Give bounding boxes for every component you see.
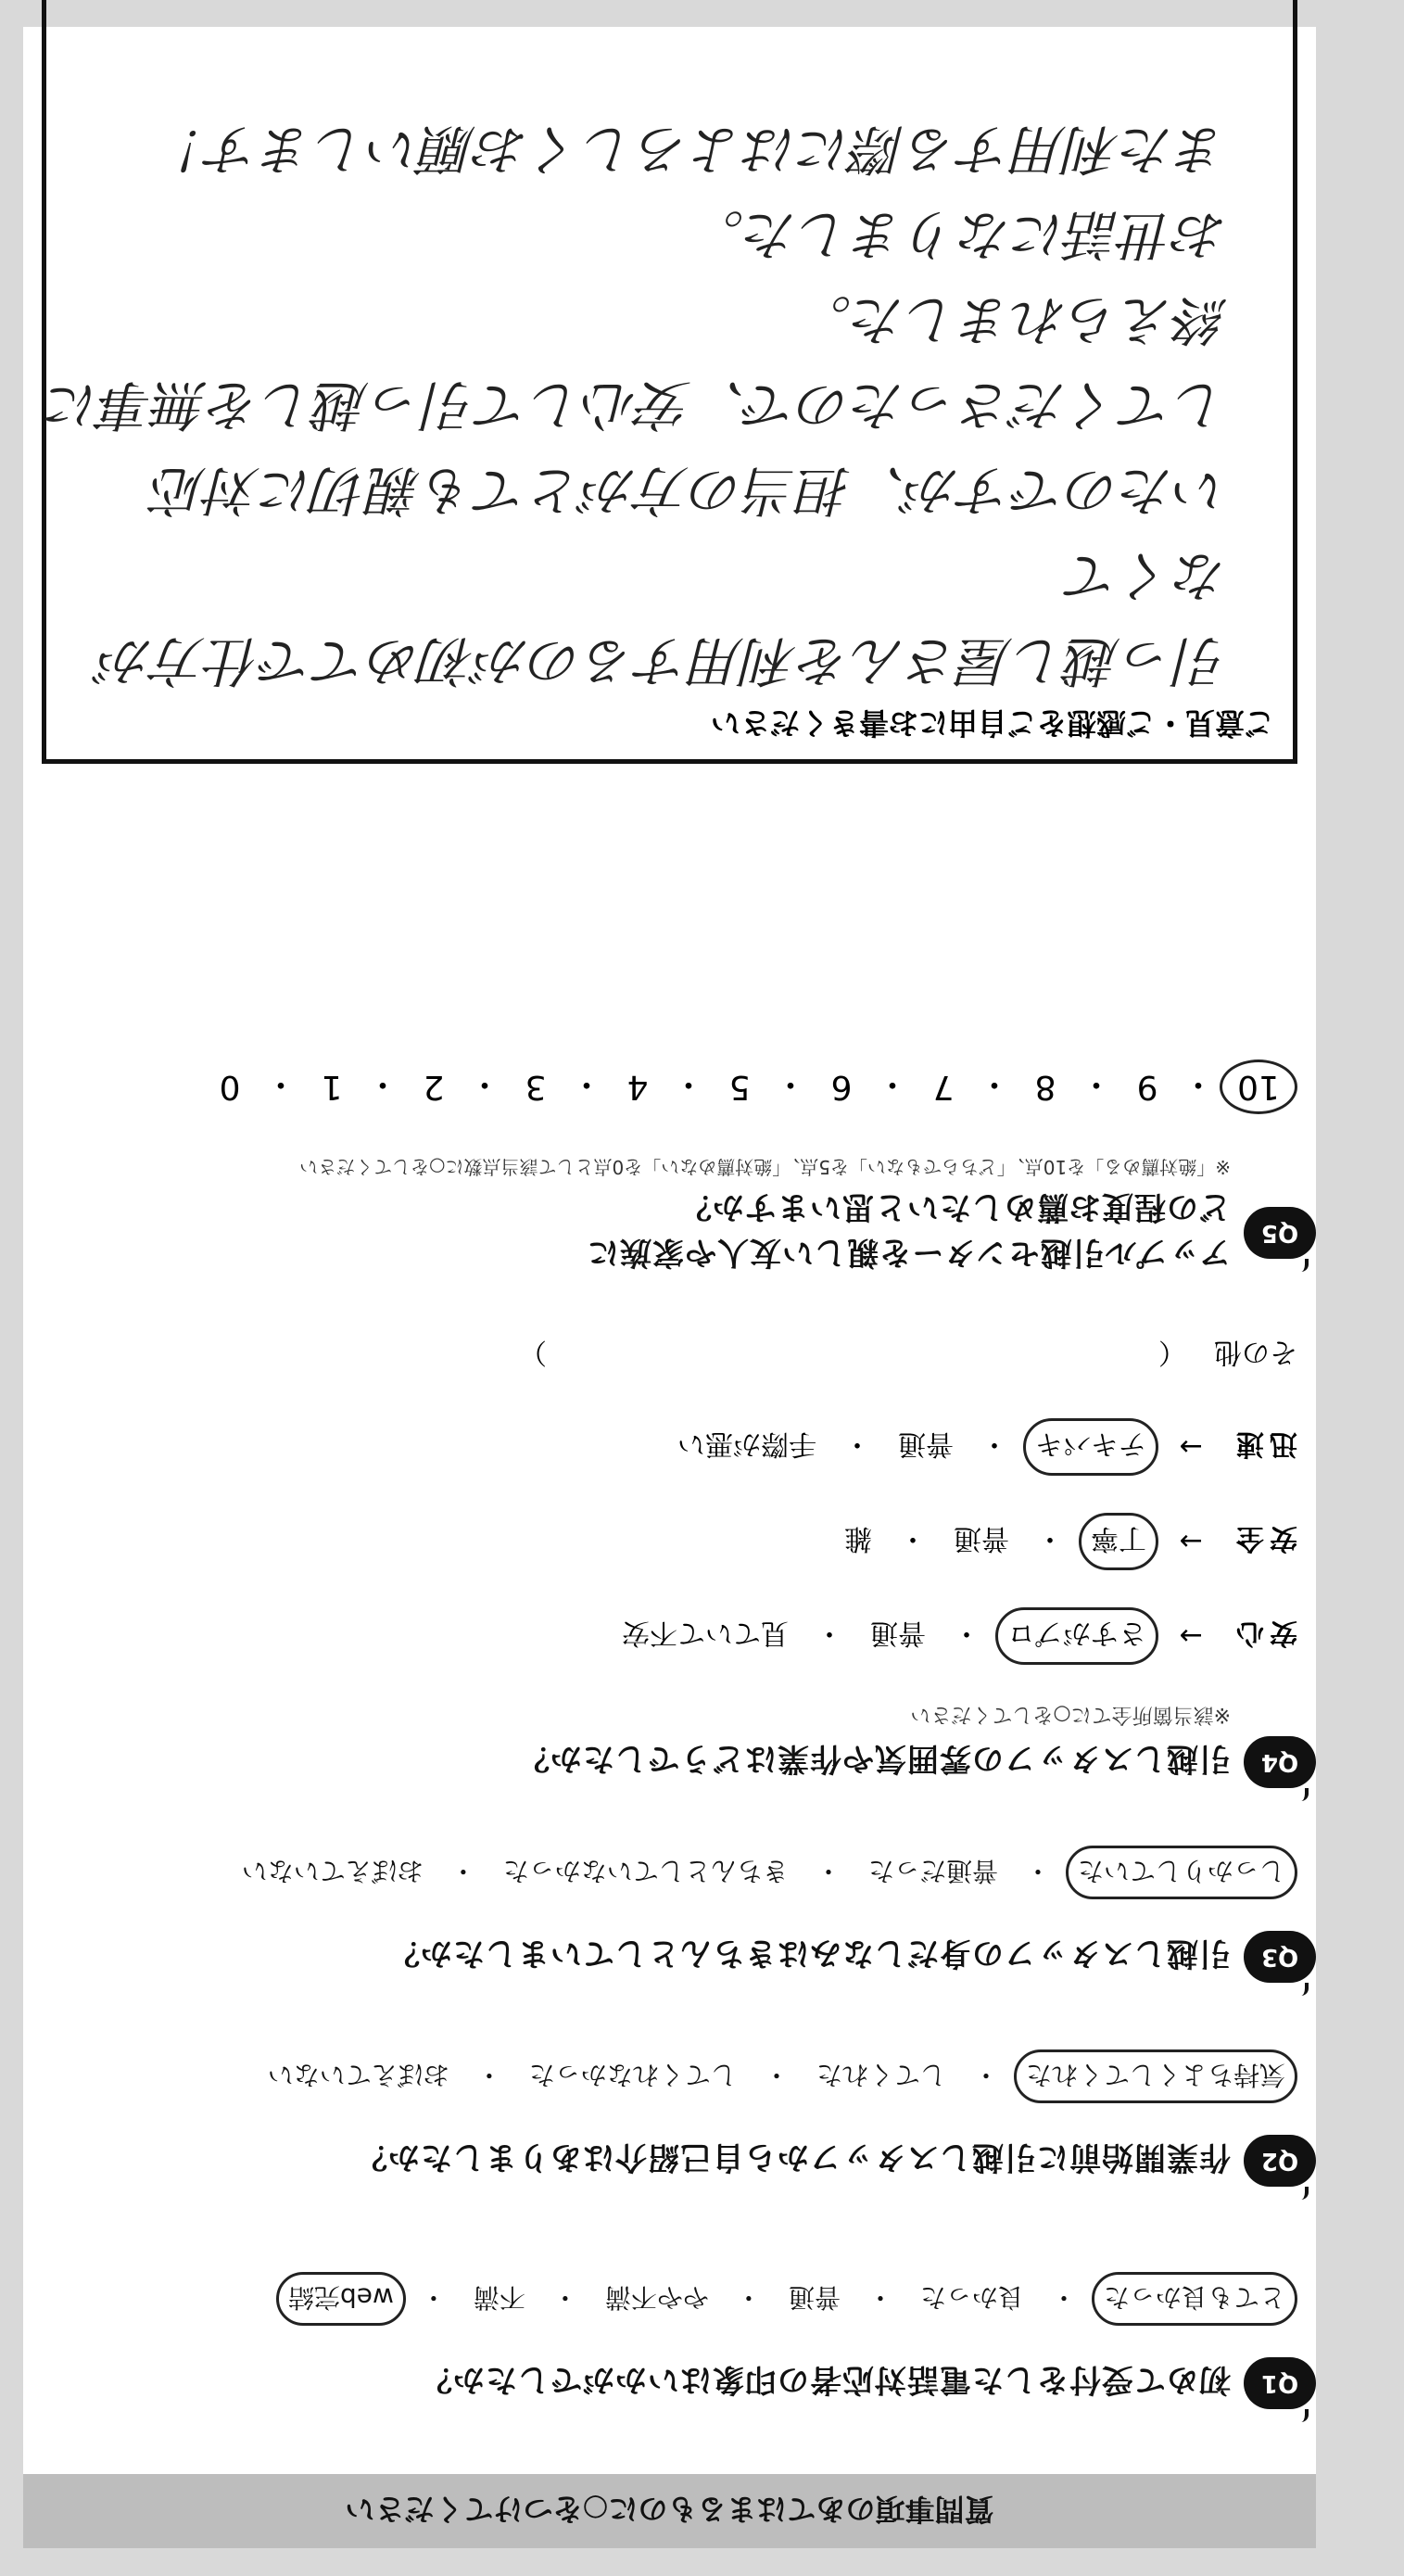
q4-badge [1244, 1736, 1316, 1788]
q4-row-safety: 安全 → 丁寧 ・ 普通 ・ 雑 [23, 1513, 1297, 1570]
q4-row-speed: 迅速 → テキパキ ・ 普通 ・ 手際が悪い [23, 1418, 1297, 1476]
q4-note: ※該当箇所全てに○をしてください [910, 1703, 1231, 1726]
q2-option-not-remember[interactable]: おぼえていない [267, 2060, 449, 2090]
q5-score-9[interactable]: 9 [1136, 1068, 1158, 1106]
q5-note: ※「絶対薦める」を10点、「どちらでもない」を5点、「絶対薦めない」を0点として該当点数に○をしてください [299, 1156, 1231, 1178]
q4-row-label: 安心 [1231, 1617, 1297, 1649]
arrow-icon: → [1179, 1525, 1203, 1558]
arrow-icon: → [1179, 1430, 1203, 1464]
q2-option-did-not[interactable]: してくれなかった [528, 2060, 737, 2090]
comment-line: お世話になりました。 [689, 203, 1228, 266]
q4-other [23, 1335, 1297, 1376]
q4-option-professional[interactable]: さすがプロ [995, 1607, 1158, 1665]
comment-line: 終えられました。 [797, 288, 1228, 351]
question-5 [23, 1060, 1316, 1278]
q4-row-label: 安全 [1231, 1522, 1297, 1554]
comment-title: ご意見・ご感想をご自由にお書きください [710, 705, 1274, 741]
paren-open: （ [1158, 1336, 1186, 1368]
q3-option-normal[interactable]: 普通だった [867, 1856, 998, 1886]
q5-score-10[interactable]: 10 [1220, 1060, 1297, 1114]
q3-text: 引越しスタッフの身だしなみはきちんとしていましたか？ [387, 1935, 1231, 1973]
q5-score-7[interactable]: 7 [932, 1068, 955, 1106]
q5-score-1[interactable]: 1 [321, 1068, 343, 1106]
q2-badge [1244, 2135, 1316, 2187]
q1-option-somewhat-dissatisfied[interactable]: やや不満 [604, 2282, 709, 2313]
q1-text: 初めて受付をした電話対応者の印象はいかがでしたか？ [420, 2361, 1231, 2399]
q1-option-web[interactable]: web完結 [276, 2272, 406, 2326]
q4-option-normal[interactable]: 普通 [870, 1617, 926, 1649]
q4-option-clumsy[interactable]: 手際が悪い [677, 1428, 816, 1460]
q4-option-normal[interactable]: 普通 [898, 1428, 954, 1460]
q3-option-neat[interactable]: しっかりしていた [1066, 1846, 1297, 1899]
comment-box[interactable] [42, 0, 1297, 764]
q2-option-did[interactable]: してくれた [816, 2060, 946, 2090]
q1-badge-label: Q1 [1260, 2369, 1299, 2397]
q1-option-good[interactable]: 良かった [919, 2282, 1024, 2313]
q5-scale: 10 ・ 9 ・ 8 ・ 7 ・ 6 ・ 5 ・ 4 ・ 3 ・ 2 ・ 1 ・ 0 [23, 1060, 1297, 1114]
q5-score-8[interactable]: 8 [1034, 1068, 1056, 1106]
q1-option-very-good[interactable]: とても良かった [1092, 2272, 1297, 2326]
comment-line: いたのですが、担当の方がとても親切に対応 [152, 459, 1228, 522]
q4-option-normal[interactable]: 普通 [954, 1522, 1009, 1554]
q5-text-line1: アップル引越センターを親しい友人や家族に [587, 1234, 1231, 1271]
q5-badge-label: Q5 [1260, 1219, 1299, 1247]
instruction-text: 質問事項のあてはまるものに○をつけてください [345, 2492, 994, 2527]
arrow-icon: → [1179, 1619, 1203, 1653]
q3-option-not-neat[interactable]: きちんとしていなかった [502, 1856, 789, 1886]
q5-badge [1244, 1207, 1316, 1259]
q4-option-efficient[interactable]: テキパキ [1023, 1418, 1158, 1476]
comment-line: 引っ越し屋さんを利用するのが初めてで仕方がなくて [98, 544, 1228, 692]
q4-text: 引越しスタッフの雰囲気や作業はどうでしたか？ [517, 1740, 1231, 1778]
q4-option-careful[interactable]: 丁寧 [1079, 1513, 1158, 1570]
question-3: Q3 引越しスタッフの身だしなみはきちんとしていましたか？ しっかりしていた ・ 普通だった ・ きちんとしていなかった ・ おぼえていない [23, 1846, 1316, 1983]
comment-line: してくださったので、安心して引っ越しを無事に [46, 374, 1228, 437]
q5-score-5[interactable]: 5 [728, 1068, 751, 1106]
paren-close: ） [519, 1336, 547, 1368]
question-4 [23, 1335, 1316, 1788]
q5-score-4[interactable]: 4 [626, 1068, 649, 1106]
q5-score-3[interactable]: 3 [525, 1068, 547, 1106]
q2-badge-label: Q2 [1260, 2147, 1299, 2175]
q4-other-label: その他 [1214, 1336, 1297, 1368]
survey-form [23, 27, 1316, 2548]
q4-option-uneasy[interactable]: 見ていて不安 [622, 1617, 789, 1649]
q3-badge [1244, 1931, 1316, 1983]
question-1: Q1 初めて受付をした電話対応者の印象はいかがでしたか？ とても良かった ・ 良かった ・ 普通 ・ やや不満 ・ 不満 ・ web完結 [23, 2272, 1316, 2409]
q5-score-6[interactable]: 6 [830, 1068, 853, 1106]
q5-score-0[interactable]: 0 [219, 1068, 241, 1106]
q3-badge-label: Q3 [1260, 1943, 1299, 1971]
q4-option-rough[interactable]: 雑 [844, 1522, 872, 1554]
q5-score-2[interactable]: 2 [423, 1068, 445, 1106]
question-2: Q2 作業開始前に引越しスタッフから自己紹介はありましたか？ 気持ちよくしてくれた ・ してくれた ・ してくれなかった ・ おぼえていない [23, 2049, 1316, 2187]
q4-row-reassurance: 安心 → さすがプロ ・ 普通 ・ 見ていて不安 [23, 1607, 1297, 1665]
q1-option-normal[interactable]: 普通 [788, 2282, 841, 2313]
instruction-banner [23, 2474, 1316, 2548]
q4-other-field[interactable] [519, 1335, 1186, 1376]
q1-option-dissatisfied[interactable]: 不満 [473, 2282, 525, 2313]
q2-text: 作業開始前に引越しスタッフから自己紹介はありましたか？ [355, 2138, 1231, 2176]
q3-option-not-remember[interactable]: おぼえていない [241, 1856, 424, 1886]
q4-row-label: 迅速 [1231, 1428, 1297, 1460]
comment-line: また利用する際にはよろしくお願いします！ [152, 118, 1228, 181]
q4-badge-label: Q4 [1260, 1748, 1299, 1776]
q2-option-pleasant[interactable]: 気持ちよくしてくれた [1014, 2049, 1297, 2103]
q5-text-line2: どの程度お薦めしたいと思いますか？ [679, 1188, 1231, 1225]
q1-badge [1244, 2357, 1316, 2409]
